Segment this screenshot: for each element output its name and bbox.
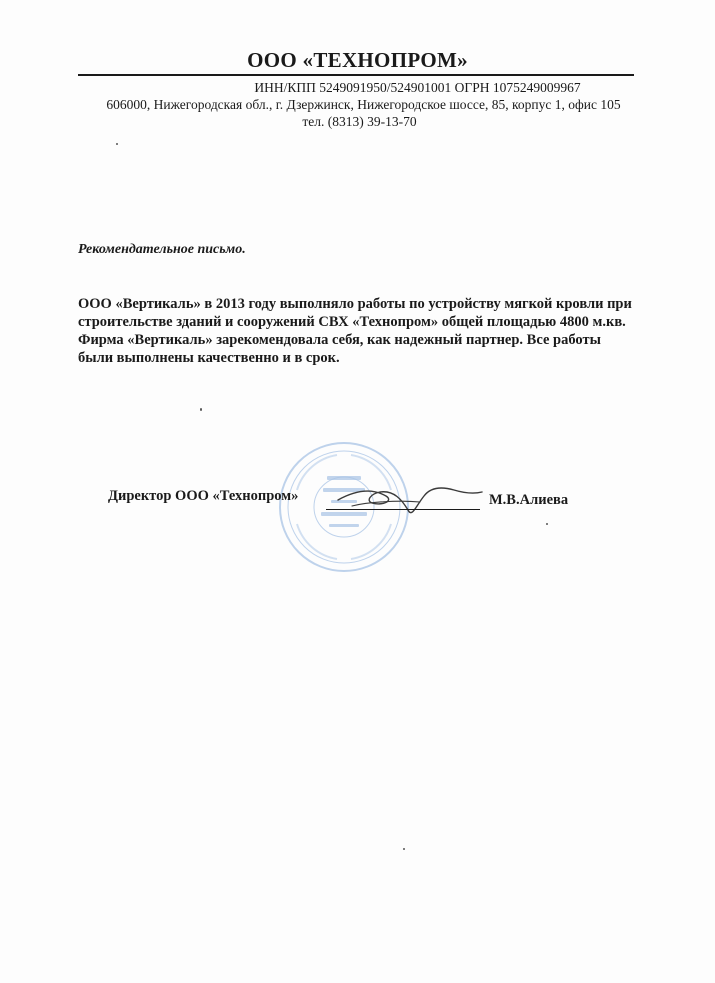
signatory-name: М.В.Алиева	[489, 492, 569, 508]
letter-subject: Рекомендательное письмо.	[78, 242, 246, 257]
letter-body	[78, 295, 638, 367]
requisites-line: ИНН/КПП 5249091950/524901001 ОГРН 1075249009967	[254, 80, 581, 95]
body-paragraph: Фирма «Вертикаль» зарекомендовала себя, как надежный партнер. Все работы были выполнены качественно и в срок.	[78, 332, 601, 366]
scan-speck	[403, 848, 405, 850]
phone-line: тел. (8313) 39-13-70	[302, 114, 417, 129]
handwritten-signature-icon	[328, 472, 488, 532]
scan-speck	[116, 143, 118, 145]
company-name: ООО «ТЕХНОПРОМ»	[247, 48, 468, 72]
header-divider	[78, 74, 634, 76]
address-line: 606000, Нижегородская обл., г. Дзержинск, Нижегородское шоссе, 85, корпус 1, офис 105	[106, 97, 621, 112]
body-paragraph: ООО «Вертикаль» в 2013 году выполняло работы по устройству мягкой кровли при строительстве зданий и сооружений СВХ «Технопром» общей площадью 4800 м.кв.	[78, 296, 632, 330]
signatory-position: Директор ООО «Технопром»	[108, 488, 299, 504]
scan-speck	[546, 523, 548, 525]
scan-speck	[200, 408, 202, 411]
company-requisites	[0, 79, 715, 130]
signature-line	[326, 509, 480, 510]
